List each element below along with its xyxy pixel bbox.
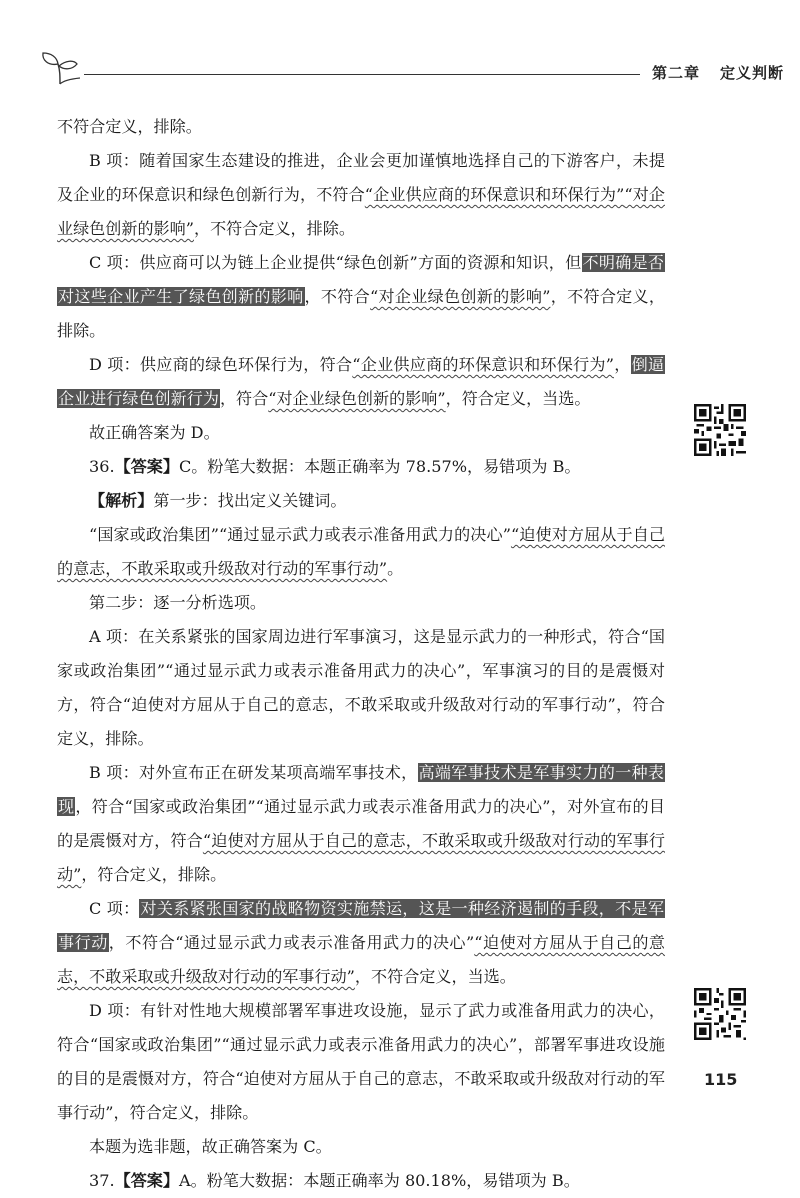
question-number: 36. [89, 457, 115, 476]
text-segment: ，对外宣布的目的是震慑对方，符合 [57, 797, 665, 850]
text-segment: ，符合定义，排除。 [81, 865, 227, 884]
text-segment: A。粉笔大数据：本题正确率为 80.18%，易错项为 B。 [178, 1171, 580, 1190]
keyword-underline: “对企业绿色创新的影响” [268, 389, 446, 408]
text-segment: A 项：在关系紧张的国家周边进行军事演习，这是显示武力的一种形式，符合 [89, 627, 641, 646]
answer-tag: 【答案】 [114, 457, 179, 476]
paragraph-option-d-q35 [57, 348, 665, 416]
text-segment: D 项：供应商的绿色环保行为，符合 [89, 355, 353, 374]
keyword-text: “国家或政治集团” [89, 1035, 222, 1054]
keyword-text: “国家或政治集团” [124, 797, 256, 816]
chapter-number: 第二章 [652, 64, 701, 82]
keyword-text: “迫使对方屈从于自己的意志，不敢采取或升级敌对行动的军事行动” [122, 695, 616, 714]
text-segment: C。粉笔大数据：本题正确率为 78.57%，易错项为 B。 [178, 457, 581, 476]
paragraph-1 [57, 110, 665, 144]
text-segment: ，不符合定义，排除。 [193, 219, 355, 238]
text-segment: 第二步：逐一分析选项。 [89, 593, 267, 612]
question-number: 37. [89, 1171, 115, 1190]
paragraph-answer-q35 [57, 416, 665, 450]
paragraph-conclusion-q36 [57, 1130, 665, 1164]
paragraph-option-b-q35 [57, 144, 665, 246]
header-rule [84, 74, 640, 75]
keyword-underline: “迫使对方屈从于自己的意志，不敢采取或升级敌对行动的军事行动” [57, 933, 666, 986]
text-segment: ，部署军事进攻设施的目的是震慑对方，符合 [57, 1035, 665, 1088]
text-segment: B 项：随着国家生态建设的推进，企业会更加谨慎地选择自己的下游客户，未提及企业的环保意识和绿色创新行为，不符合 [57, 151, 665, 204]
text-segment: C 项：供应商可以为链上企业提供“绿色创新”方面的资源和知识，但 [89, 253, 582, 272]
qr-code-icon[interactable] [694, 404, 746, 456]
text-segment: ， [614, 355, 631, 374]
text-segment: D 项：有针对性地大规模部署军事进攻设施，显示了武力或准备用武力的决心，符合 [57, 1001, 665, 1054]
keyword-text: “通过显示武力或表示准备用武力的决心” [255, 797, 551, 816]
keyword-text: “迫使对方屈从于自己的意志，不敢采取或升级敌对行动的军事行动” [57, 1069, 665, 1122]
paragraph-option-a-q36 [57, 620, 665, 756]
text-segment: ，不符合定义，排除。 [57, 287, 666, 340]
text-segment: ，符合 [219, 389, 269, 408]
text-segment: ，符合定义，排除。 [57, 695, 666, 748]
paragraph-option-b-q36 [57, 756, 665, 892]
keyword-underline: “迫使对方屈从于自己的意志，不敢采取或升级敌对行动的军事行动” [57, 831, 665, 884]
keyword-text: “国家或政治集团” [57, 627, 665, 680]
page-number: 115 [704, 1070, 738, 1089]
paragraph-step2-q36 [57, 586, 665, 620]
text-segment: C 项： [89, 899, 140, 918]
text-segment: 故正确答案为 D。 [89, 423, 220, 442]
paragraph-option-c-q35 [57, 246, 665, 348]
text-segment: ，符合 [75, 797, 125, 816]
keyword-text: “通过显示武力或表示准备用武力的决心” [221, 1035, 518, 1054]
paragraph-keywords-q36 [57, 518, 665, 586]
text-segment: ，符合定义，当选。 [445, 389, 591, 408]
text-segment: ，不符合 [304, 287, 371, 306]
chapter-title [652, 62, 784, 83]
keyword-underline: “迫使对方屈从于自己的意志，不敢采取或升级敌对行动的军事行动” [57, 525, 665, 578]
keyword-underline: “企业供应商的环保意识和环保行为” [352, 355, 614, 374]
text-segment: ，符合定义，排除。 [113, 1103, 259, 1122]
sprout-icon [40, 48, 80, 88]
paragraph-answer-q37 [57, 1164, 665, 1198]
keyword-text: “通过显示武力或表示准备用武力的决心” [175, 933, 475, 952]
text-segment: ，不符合定义，当选。 [354, 967, 516, 986]
highlighted-text: 不明确是否对这些企业产生了绿色创新的影响 [58, 253, 664, 306]
analysis-tag: 【解析】 [89, 491, 154, 510]
paragraph-option-d-q36 [57, 994, 665, 1130]
keyword-underline: “对企业绿色创新的影响” [370, 287, 551, 306]
keyword-text: “通过显示武力或表示准备用武力的决心” [218, 525, 511, 544]
chapter-section: 定义判断 [720, 64, 785, 82]
text-segment: ，不符合 [108, 933, 176, 952]
text-segment: 。 [387, 559, 404, 578]
keyword-underline: “对企业绿色创新的影响” [57, 185, 665, 238]
page-body [57, 110, 665, 1198]
highlighted-text: 倒逼企业进行绿色创新行为 [58, 355, 665, 408]
text-segment: 本题为选非题，故正确答案为 C。 [89, 1137, 332, 1156]
keyword-underline: “企业供应商的环保意识和环保行为” [364, 185, 625, 204]
paragraph-option-c-q36 [57, 892, 665, 994]
answer-tag: 【答案】 [114, 1171, 179, 1190]
text-segment: 不符合定义，排除。 [57, 117, 202, 136]
highlighted-text: 高端军事技术是军事实力的一种表现 [58, 763, 664, 816]
text-segment: ，军事演习的目的是震慑对方，符合 [57, 661, 665, 714]
paragraph-answer-q36 [57, 450, 665, 484]
keyword-text: “通过显示武力或表示准备用武力的决心” [165, 661, 466, 680]
text-segment: B 项：对外宣布正在研发某项高端军事技术， [89, 763, 418, 782]
page-header [40, 48, 785, 88]
paragraph-analysis-q36 [57, 484, 665, 518]
keyword-text: “国家或政治集团” [89, 525, 219, 544]
highlighted-text: 对关系紧张国家的战略物资实施禁运，这是一种经济遏制的手段，不是军事行动 [58, 899, 665, 952]
text-segment: 第一步：找出定义关键词。 [153, 491, 347, 510]
qr-code-icon[interactable] [694, 988, 746, 1040]
